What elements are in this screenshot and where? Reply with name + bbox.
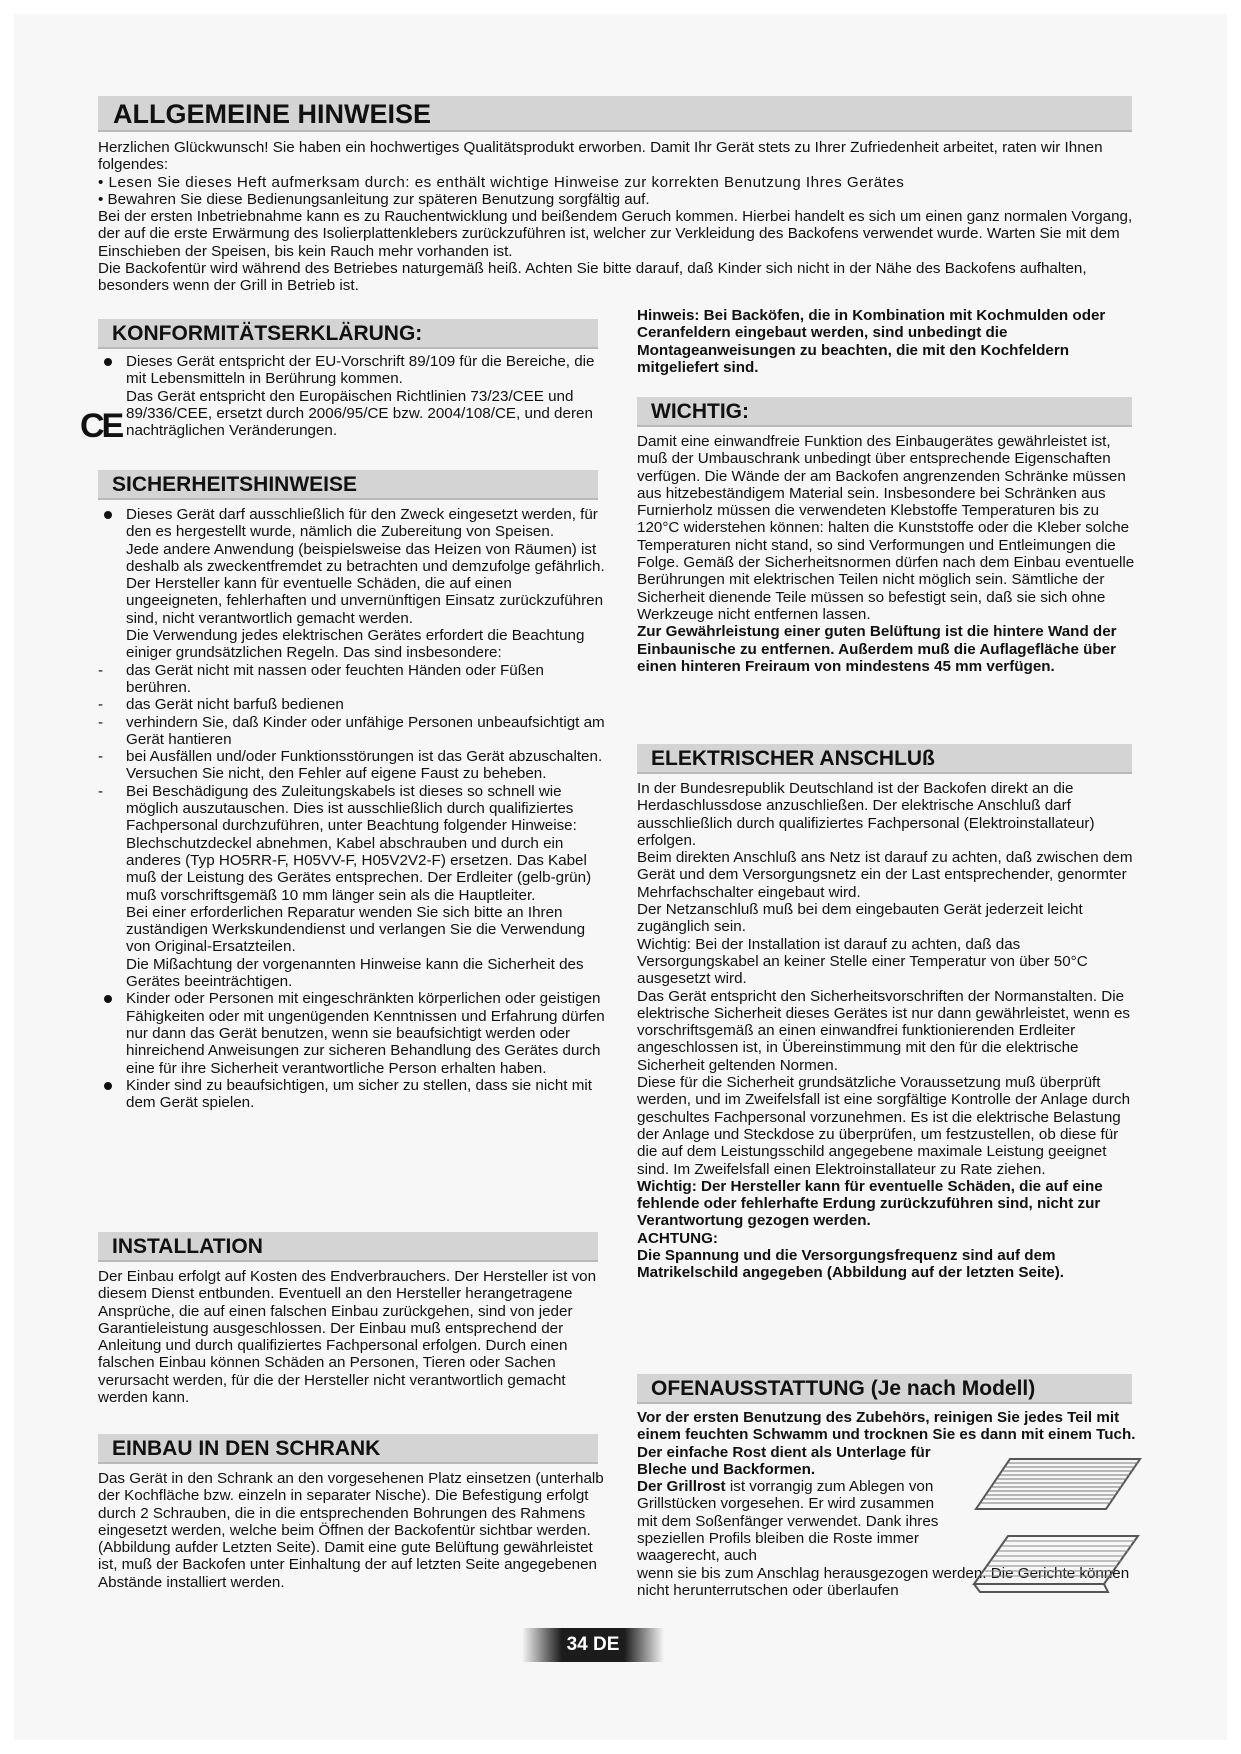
heading-installation: INSTALLATION xyxy=(98,1232,598,1262)
section-einbau xyxy=(98,1470,606,1591)
installation-p1: Der Einbau erfolgt auf Kosten des Endverbrauchers. Der Hersteller ist von diesem Dienst entbunden. Eventuell an den Hersteller herangetragene Ansprüche, die auf einen falschen Einbau zurückgehen, sind von jeder Garantieleistung ausgeschlossen. Der Einbau muß entsprechend der Anleitung und durch qualifiziertes Fachpersonal erfolgen. Durch einen falschen Einbau können Schäden an Personen, Tieren oder Sachen verursacht werden, für die der Hersteller nicht verantwortlich gemacht werden kann. xyxy=(98,1268,597,1407)
grill-rack-illustration xyxy=(968,1532,1142,1598)
sicherheit-d3-text: verhindern Sie, daß Kinder oder unfähige Personen unbeaufsichtigt am Gerät hantieren xyxy=(126,713,605,748)
sicherheit-dash-3 xyxy=(98,714,606,749)
heading-ofenausstattung: OFENAUSSTATTUNG (Je nach Modell) xyxy=(637,1374,1132,1404)
konformitaet-bullet-1 xyxy=(98,353,606,388)
dash-mark: - xyxy=(98,696,104,714)
heading-elektrischer-anschluss: ELEKTRISCHER ANSCHLUß xyxy=(637,744,1132,774)
sicherheit-d5b: Die Mißachtung der vorgenannten Hinweise kann die Sicherheit des Gerätes beeinträchtigen. xyxy=(126,955,584,991)
dash-mark: - xyxy=(98,782,104,800)
elektrisch-p9: Die Spannung und die Versorgungsfrequenz sind auf dem Matrikelschild angegeben (Abbildung auf der letzten Seite). xyxy=(637,1247,1064,1282)
sicherheit-bullet-2 xyxy=(98,990,606,1076)
sicherheit-d1-text: das Gerät nicht mit nassen oder feuchten Händen oder Füßen berühren. xyxy=(126,661,544,696)
hinweis-note: Hinweis: Bei Backöfen, die in Kombination mit Kochmulden oder Ceranfeldern eingebaut werden, sind unbedingt die Montageanweisungen zu beachten, die mit den Kochfeldern mitgeliefert sind. xyxy=(637,307,1106,376)
bullet-dot xyxy=(104,358,112,366)
sicherheit-dash-2 xyxy=(98,696,606,713)
sicherheit-b1-text: Dieses Gerät darf ausschließlich für den Zweck eingesetzt werden, für den es hergestellt wurde, nämlich die Zubereitung von Speisen. xyxy=(126,506,598,541)
dash-mark: - xyxy=(98,713,104,731)
elektrisch-p6: Diese für die Sicherheit grundsätzliche Voraussetzung muß überprüft werden, und im Zweifelsfall ist eine sorgfältige Kontrolle der Anlage durch geschultes Fachpersonal vorzunehmen. Es ist die elektrische Belastung der Anlage und Steckdose zu überprüfen, um festzustellen, ob diese für die auf dem Leistungsschild angegebene maximale Leistung geeignet sind. Im Zweifelsfall einen Elektroinstallateur zu Rate ziehen. xyxy=(637,1074,1131,1178)
allgemein-p5: Die Backofentür wird während des Betriebes naturgemäß heiß. Achten Sie bitte darauf, daß Kinder sich nicht in der Nähe des Backofens aufhalten, besonders wenn der Grill in Betrieb ist. xyxy=(98,260,1087,295)
konformitaet-b1-text: Dieses Gerät entspricht der EU-Vorschrift 89/109 für die Bereiche, die mit Lebensmitteln in Berührung kommen. xyxy=(126,353,595,388)
wichtig-p2: Zur Gewährleistung einer guten Belüftung ist die hintere Wand der Einbaunische zu entfernen. Außerdem muß die Auflagefläche über einen hinteren Freiraum von mindestens 45 mm verfügen. xyxy=(637,623,1117,675)
section-sicherheitshinweise xyxy=(98,506,606,1111)
elektrisch-p5: Das Gerät entspricht den Sicherheitsvorschriften der Normanstalten. Die elektrische Sicherheit dieses Gerätes ist nur dann gewährleistet, wenn es vorschriftsgemäß an einen einwandfrei funktionierenden Erdleiter angeschlossen ist, in Übereinstimmung mit den für die elektrische Sicherheit geltenden Normen. xyxy=(637,987,1131,1074)
sicherheit-b2-text: Kinder oder Personen mit eingeschränkten körperlichen oder geistigen Fähigkeiten oder mit ungenügenden Kenntnissen und Erfahrung dürfen nur dann das Gerät benutzen, wenn sie beaufsichtigt werden oder hinreichend Anweisungen zur sicheren Behandlung des Gerätes durch eine für ihre Sicherheit verantwortliche Person erhalten haben. xyxy=(126,990,605,1077)
ofen-p4: wenn sie bis zum Anschlag herausgezogen werden. Die Gerichte können nicht herunterrutschen oder überlaufen xyxy=(637,1564,1130,1599)
sicherheit-b1a: Jede andere Anwendung (beispielsweise das Heizen von Räumen) ist deshalb als zweckentfremdet zu betrachten und demzufolge gefährlich. Der Hersteller kann für eventuelle Schäden, die auf einen ungeeigneten, fehlerhaften und unvernünftigen Einsatz zurückzuführen sind, nicht verantwortlich gemacht werden. xyxy=(126,540,605,627)
section-konformitaet xyxy=(98,353,606,439)
dash-mark: - xyxy=(98,748,104,766)
sicherheit-bullet-3 xyxy=(98,1077,606,1112)
einbau-p1: Das Gerät in den Schrank an den vorgesehenen Platz einsetzen (unterhalb der Kochfläche bzw. einzeln in separater Nische). Die Befestigung erfolgt durch 2 Schrauben, die in die entsprechenden Bohrungen des Rahmens eingesetzt werden, welche beim Öffnen der Backofentür sichtbar werden.(Abbildung aufder Letzten Seite). Damit eine gute Belüftung gewährleistet ist, muß der Backofen unter Einhaltung der auf letzten Seite angegebenen Abstände installiert werden. xyxy=(98,1470,604,1591)
page-number: 34 DE xyxy=(522,1628,664,1662)
section-allgemeine-hinweise xyxy=(98,139,1138,295)
bullet-dot xyxy=(104,1082,112,1090)
elektrisch-p8: ACHTUNG: xyxy=(637,1229,718,1247)
elektrisch-p2: Beim direkten Anschluß ans Netz ist darauf zu achten, daß zwischen dem Gerät und dem Versorgungsnetz ein der Last entsprechender, genormter Mehrfachschalter eingebaut wird. xyxy=(637,849,1133,901)
elektrisch-p4: Wichtig: Bei der Installation ist darauf zu achten, daß das Versorgungskabel an keiner Stelle einer Temperatur von über 50°C ausgesetzt wird. xyxy=(637,935,1088,988)
heading-allgemeine-hinweise: ALLGEMEINE HINWEISE xyxy=(98,96,1132,132)
sicherheit-d4-text: bei Ausfällen und/oder Funktionsstörungen ist das Gerät abzuschalten. Versuchen Sie nicht, den Fehler auf eigene Faust zu beheben. xyxy=(126,748,603,783)
bullet-dot xyxy=(104,995,112,1003)
sicherheit-dash-5 xyxy=(98,783,606,904)
sicherheit-d2-text: das Gerät nicht barfuß bedienen xyxy=(126,696,344,714)
wichtig-p1: Damit eine einwandfreie Funktion des Einbaugerätes gewährleistet ist, muß der Umbauschrank unbedingt über entsprechende Eigenschaften verfügen. Die Wände der am Backofen angrenzenden Schränke müssen aus hitzebeständigem Material sein. Insbesondere bei Schränken aus Furnierholz müssen die verwendeten Klebstoffe Temperaturen bis zu 120°C widerstehen können: halten die Kunststoffe oder die Kleber solche Temperaturen nicht stand, so sind Verformungen und Entleimungen die Folge. Gemäß der Sicherheitsnormen dürfen nach dem Einbau eventuelle Berührungen mit elektrischen Teilen nicht möglich sein. Sämtliche der Sicherheit dienende Teile müssen so befestigt sein, daß sie sich ohne Werkzeuge nicht entfernen lassen. xyxy=(637,433,1135,623)
sicherheit-bullet-1 xyxy=(98,506,606,541)
section-elektrischer-anschluss xyxy=(637,780,1139,1282)
elektrisch-p3: Der Netzanschluß muß bei dem eingebauten Gerät jederzeit leicht zugänglich sein. xyxy=(637,901,1083,936)
sicherheit-d5a: Bei einer erforderlichen Reparatur wenden Sie sich bitte an Ihren zuständigen Werkskundendienst und verlangen Sie die Verwendung von Original-Ersatzteilen. xyxy=(126,903,586,956)
oven-rack-illustration xyxy=(972,1455,1142,1513)
elektrisch-p7: Wichtig: Der Hersteller kann für eventuelle Schäden, die auf eine fehlende oder fehlerhafte Erdung zurückzuführen sind, nicht zur Verantwortung gezogen werden. xyxy=(637,1177,1103,1230)
ofen-p2: Der einfache Rost dient als Unterlage für Bleche und Backformen. xyxy=(637,1443,931,1478)
heading-wichtig: WICHTIG: xyxy=(637,397,1132,427)
sicherheit-b1b: Die Verwendung jedes elektrischen Gerätes erfordert die Beachtung einiger grundsätzlichen Regeln. Das sind insbesondere: xyxy=(126,627,585,662)
ce-mark: CE xyxy=(80,407,122,445)
ofen-p3 xyxy=(637,1478,957,1564)
ofen-p3-text: ist vorrangig zum Ablegen von Grillstücken vorgesehen. Er wird zusammen mit dem Soßenfänger verwendet. Dank ihres speziellen Profils bleiben die Roste immer waagerecht, auch xyxy=(637,1478,939,1565)
sicherheit-b3-text: Kinder sind zu beaufsichtigen, um sicher zu stellen, dass sie nicht mit dem Gerät spielen. xyxy=(126,1076,592,1112)
heading-einbau-in-den-schrank: EINBAU IN DEN SCHRANK xyxy=(98,1434,598,1464)
section-installation xyxy=(98,1268,606,1406)
section-wichtig xyxy=(637,433,1137,675)
allgemein-p1: Herzlichen Glückwunsch! Sie haben ein hochwertiges Qualitätsprodukt erworben. Damit Ihr Gerät stets zu Ihrer Zufriedenheit arbeitet, raten wir Ihnen folgendes: xyxy=(98,139,1103,174)
heading-konformitaetserklaerung: KONFORMITÄTSERKLÄRUNG: xyxy=(98,319,598,349)
allgemein-p3: • Bewahren Sie diese Bedienungsanleitung zur späteren Benutzung sorgfältig auf. xyxy=(98,190,650,208)
ofen-grillrost-label: Der Grillrost xyxy=(637,1478,726,1496)
elektrisch-p1: In der Bundesrepublik Deutschland ist der Backofen direkt an die Herdaschlussdose anzuschließen. Der elektrische Anschluß darf ausschließlich durch qualifiziertes Fachpersonal (Elektroinstallateur) erfolgen. xyxy=(637,780,1095,849)
heading-sicherheitshinweise: SICHERHEITSHINWEISE xyxy=(98,470,598,500)
dash-mark: - xyxy=(98,661,104,679)
ofen-p1: Vor der ersten Benutzung des Zubehörs, reinigen Sie jedes Teil mit einem feuchten Schwamm und trocknen Sie es dann mit einem Tuch. xyxy=(637,1409,1136,1444)
allgemein-p4: Bei der ersten Inbetriebnahme kann es zu Rauchentwicklung und beißendem Geruch kommen. Hierbei handelt es sich um einen ganz normalen Vorgang, der auf die erste Erwärmung des Isolierplattenklebers zurückzuführen ist, welcher zur Verkleidung des Backofens verwendet wurde. Warten Sie mit dem Einschieben der Speisen, bis kein Rauch mehr vorhanden ist. xyxy=(98,208,1133,260)
allgemein-p2: • Lesen Sie dieses Heft aufmerksam durch: es enthält wichtige Hinweise zur korrekten Benutzung Ihres Gerätes xyxy=(98,173,905,191)
bullet-dot xyxy=(104,511,112,519)
konformitaet-p2: Das Gerät entspricht den Europäischen Richtlinien 73/23/CEE und 89/336/CEE, ersetzt durch 2006/95/CE bzw. 2004/108/CE, und deren nachträglichen Veränderungen. xyxy=(126,387,593,440)
sicherheit-dash-4 xyxy=(98,748,606,783)
sicherheit-dash-1 xyxy=(98,662,606,697)
sicherheit-d5-text: Bei Beschädigung des Zuleitungskabels ist dieses so schnell wie möglich auszutauschen. Dies ist ausschließlich durch qualifiziertes Fachpersonal durchzuführen, unter Beachtung folgender Hinweise: Blechschutzdeckel abnehmen, Kabel abschrauben und durch ein anderes (Typ HO5RR-F, H05VV-F, H05V2V2-F) ersetzen. Das Kabel muß der Leistung des Gerätes entsprechen. Der Erdleiter (gelb-grün) muß vorschriftsgemäß 10 mm länger sein als die Hauptleiter. xyxy=(126,782,592,904)
